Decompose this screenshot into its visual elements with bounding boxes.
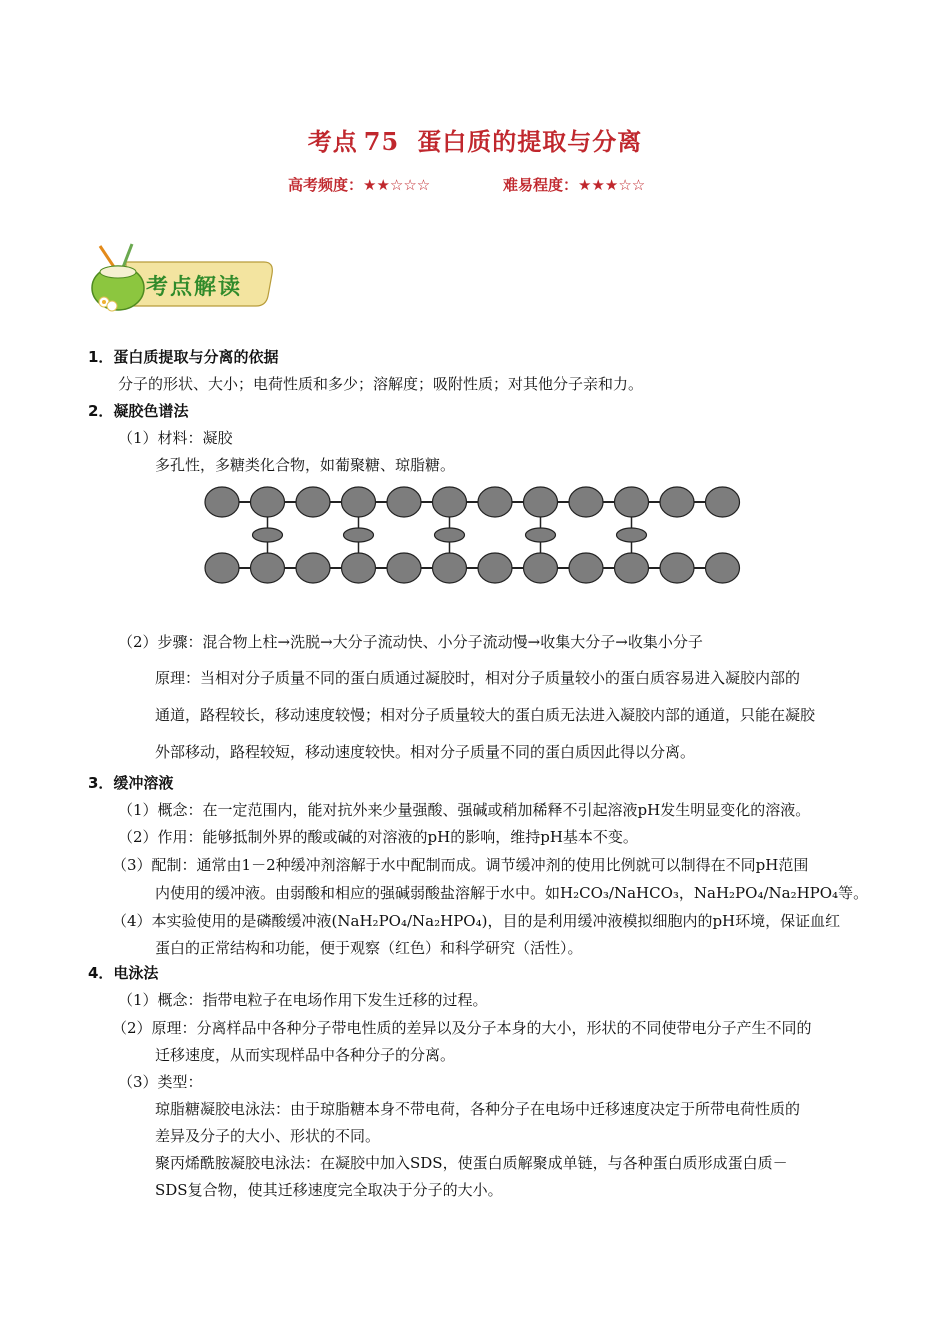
gel-bead-bottom bbox=[706, 553, 740, 583]
gel-bead-top bbox=[615, 487, 649, 517]
gel-bead-top bbox=[296, 487, 330, 517]
buffer-formulas: H₂CO₃/NaHCO₃，NaH₂PO₄/Na₂HPO₄ bbox=[560, 884, 839, 902]
electrophoresis-concept: （1）概念：指带电粒子在电场作用下发生迁移的过程。 bbox=[118, 991, 488, 1009]
electrophoresis-principle-cont: 迁移速度，从而实现样品中各种分子的分离。 bbox=[155, 1046, 456, 1064]
section-1-body: 分子的形状、大小；电荷性质和多少；溶解度；吸附性质；对其他分子亲和力。 bbox=[118, 375, 644, 393]
gel-bead-bottom bbox=[524, 553, 558, 583]
section-2-item-1-body: 多孔性，多糖类化合物，如葡聚糖、琼脂糖。 bbox=[155, 456, 456, 474]
gel-crosslink-node bbox=[617, 528, 647, 542]
gel-bead-bottom bbox=[615, 553, 649, 583]
gel-bead-top bbox=[342, 487, 376, 517]
gel-bead-bottom bbox=[569, 553, 603, 583]
section-3-heading: 3．缓冲溶液 bbox=[88, 774, 174, 792]
gel-crosslink-node bbox=[526, 528, 556, 542]
gel-bead-bottom bbox=[478, 553, 512, 583]
gel-crosslink-node bbox=[253, 528, 283, 542]
gel-bead-top bbox=[433, 487, 467, 517]
electrophoresis-types: （3）类型： bbox=[118, 1073, 203, 1091]
buffer-effect: （2）作用：能够抵制外界的酸或碱的对溶液的pH的影响，维持pH基本不变。 bbox=[118, 828, 638, 846]
buffer-experiment bbox=[112, 910, 840, 931]
agarose-line-1: 琼脂糖凝胶电泳法：由于琼脂糖本身不带电荷，各种分子在电场中迁移速度决定于所带电荷性质的 bbox=[155, 1100, 801, 1118]
title-prefix: 考点 bbox=[307, 127, 358, 156]
difficulty-rating: 难易程度：★★★☆☆ bbox=[503, 176, 646, 194]
gel-crosslink-node bbox=[344, 528, 374, 542]
gel-bead-bottom bbox=[387, 553, 421, 583]
gel-bead-top bbox=[660, 487, 694, 517]
principle-line-3: 外部移动，路程较短，移动速度较快。相对分子质量不同的蛋白质因此得以分离。 bbox=[155, 743, 696, 761]
section-1-heading: 1．蛋白质提取与分离的依据 bbox=[88, 348, 279, 366]
badge-text: 考点解读 bbox=[146, 275, 243, 300]
title-number: 75 bbox=[363, 127, 400, 156]
gel-bead-bottom bbox=[660, 553, 694, 583]
buffer-preparation: （3）配制：通常由1－2种缓冲剂溶解于水中配制而成。调节缓冲剂的使用比例就可以制得在不同pH范围 bbox=[112, 856, 809, 874]
buffer-prep-text: 内使用的缓冲液。由弱酸和相应的强碱弱酸盐溶解于水中。如 bbox=[155, 884, 561, 902]
electrophoresis-principle: （2）原理：分离样品中各种分子带电性质的差异以及分子本身的大小，形状的不同使带电分子产生不同的 bbox=[112, 1019, 812, 1037]
buffer-concept: （1）概念：在一定范围内，能对抗外来少量强酸、强碱或稍加稀释不引起溶液pH发生明显变化的溶液。 bbox=[118, 801, 811, 819]
buffer-experiment-cont: 蛋白的正常结构和功能，便于观察（红色）和科学研究（活性）。 bbox=[155, 939, 583, 957]
gel-bead-bottom bbox=[251, 553, 285, 583]
phosphate-formula: NaH₂PO₄/Na₂HPO₄ bbox=[337, 912, 482, 930]
section-2-heading: 2．凝胶色谱法 bbox=[88, 402, 189, 420]
gel-network-diagram bbox=[200, 480, 760, 590]
principle-line-1: 原理：当相对分子质量不同的蛋白质通过凝胶时，相对分子质量较小的蛋白质容易进入凝胶内部的 bbox=[155, 669, 801, 687]
gel-bead-top bbox=[706, 487, 740, 517]
gel-bead-top bbox=[205, 487, 239, 517]
section-badge bbox=[86, 240, 276, 316]
buffer-preparation-cont bbox=[155, 882, 868, 903]
agarose-line-2: 差异及分子的大小、形状的不同。 bbox=[155, 1127, 381, 1145]
buffer-prep-end: 等。 bbox=[838, 884, 869, 902]
gel-bead-bottom bbox=[205, 553, 239, 583]
section-2-item-2: （2）步骤：混合物上柱→洗脱→大分子流动快、小分子流动慢→收集大分子→收集小分子 bbox=[118, 633, 703, 651]
gel-bead-bottom bbox=[433, 553, 467, 583]
gel-bead-top bbox=[524, 487, 558, 517]
gel-bead-top bbox=[478, 487, 512, 517]
gel-bead-bottom bbox=[296, 553, 330, 583]
gel-bead-bottom bbox=[342, 553, 376, 583]
buffer-exp-text: （4）本实验使用的是磷酸缓冲液( bbox=[112, 912, 338, 930]
page-line-2: SDS复合物，使其迁移速度完全取决于分子的大小。 bbox=[155, 1181, 503, 1199]
gel-network-svg bbox=[200, 480, 760, 590]
page-line-1: 聚丙烯酰胺凝胶电泳法：在凝胶中加入SDS，使蛋白质解聚成单链，与各种蛋白质形成蛋白质－ bbox=[155, 1154, 788, 1172]
principle-line-2: 通道，路程较长，移动速度较慢；相对分子质量较大的蛋白质无法进入凝胶内部的通道，只能在凝胶 bbox=[155, 706, 816, 724]
page-title bbox=[0, 122, 950, 157]
section-2-item-1: （1）材料：凝胶 bbox=[118, 429, 233, 447]
gel-bead-top bbox=[569, 487, 603, 517]
frequency-rating: 高考频度：★★☆☆☆ bbox=[288, 176, 431, 194]
section-4-heading: 4．电泳法 bbox=[88, 964, 159, 982]
gel-crosslink-node bbox=[435, 528, 465, 542]
gel-bead-top bbox=[387, 487, 421, 517]
gel-bead-top bbox=[251, 487, 285, 517]
buffer-exp-rest: )，目的是利用缓冲液模拟细胞内的pH环境，保证血红 bbox=[481, 912, 841, 930]
title-text: 蛋白质的提取与分离 bbox=[417, 127, 643, 156]
